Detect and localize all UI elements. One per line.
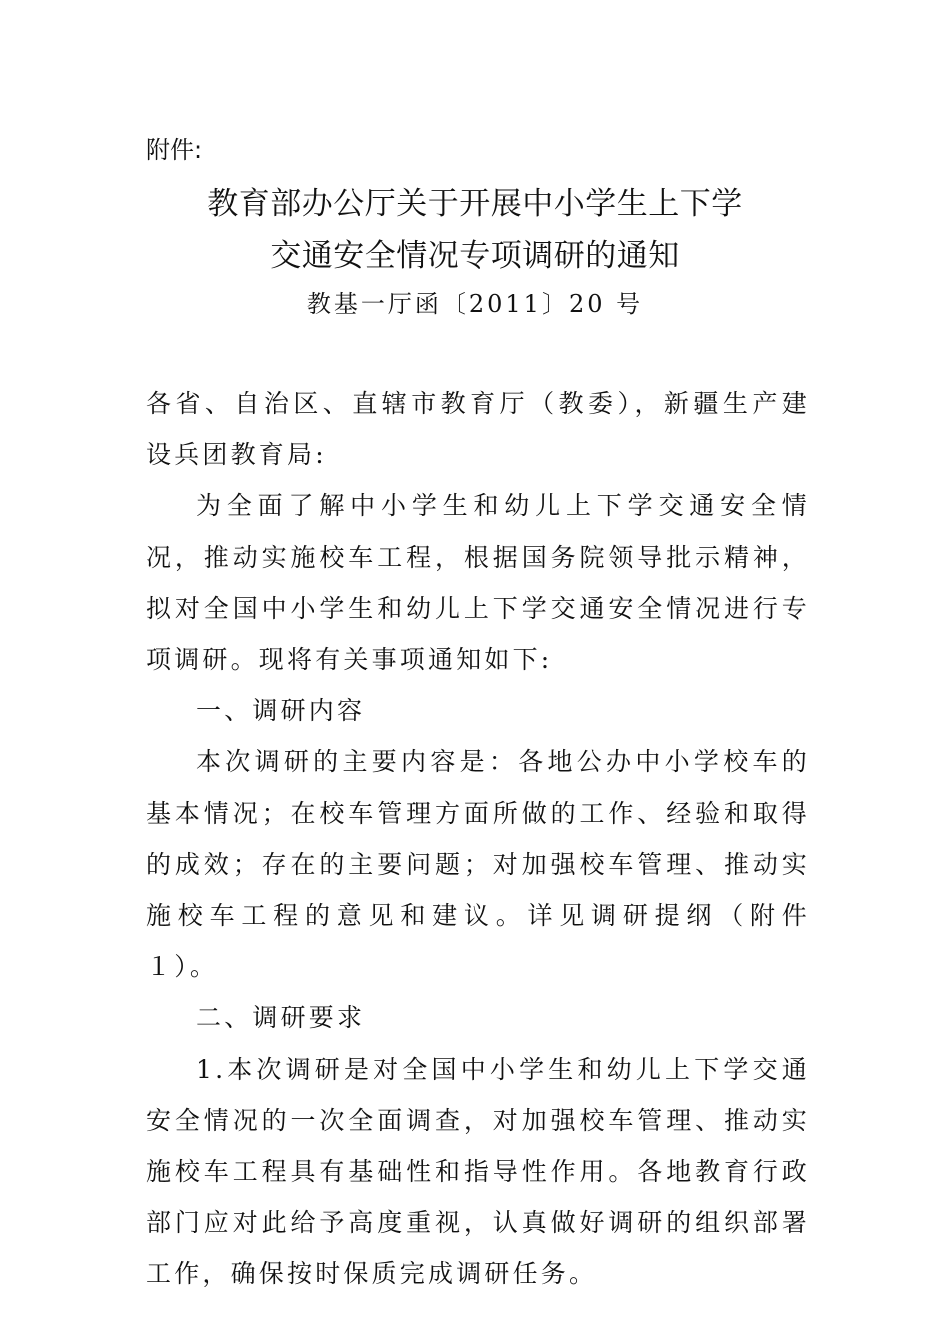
salutation: 各省、自治区、直辖市教育厅（教委），新疆生产建设兵团教育局:: [146, 389, 810, 470]
section-1-heading: 一、调研内容: [196, 696, 366, 726]
intro-paragraph: 为全面了解中小学生和幼儿上下学交通安全情况，推动实施校车工程，根据国务院领导批示精神，拟对全国中小学生和幼儿上下学交通安全情况进行专项调研。现将有关事项通知如下:: [146, 491, 810, 675]
document-body: [146, 378, 810, 1300]
section-2-heading: 二、调研要求: [196, 1003, 366, 1033]
document-title-line-1: 教育部办公厅关于开展中小学生上下学: [207, 186, 743, 222]
section-2-item-1: 1.本次调研是对全国中小学生和幼儿上下学交通安全情况的一次全面调查，对加强校车管理、推动实施校车工程具有基础性和指导性作用。各地教育行政部门应对此给予高度重视，认真做好调研的组织部署工作，确保按时保质完成调研任务。: [146, 1054, 810, 1289]
document-title-line-2: 交通安全情况专项调研的通知: [270, 238, 680, 274]
attachment-label: 附件:: [146, 136, 203, 164]
document-number: 教基一厅函〔2011〕20 号: [306, 290, 644, 318]
section-1-paragraph: 本次调研的主要内容是：各地公办中小学校车的基本情况；在校车管理方面所做的工作、经验和取得的成效；存在的主要问题；对加强校车管理、推动实施校车工程的意见和建议。详见调研提纲（附件１）。: [146, 747, 810, 982]
